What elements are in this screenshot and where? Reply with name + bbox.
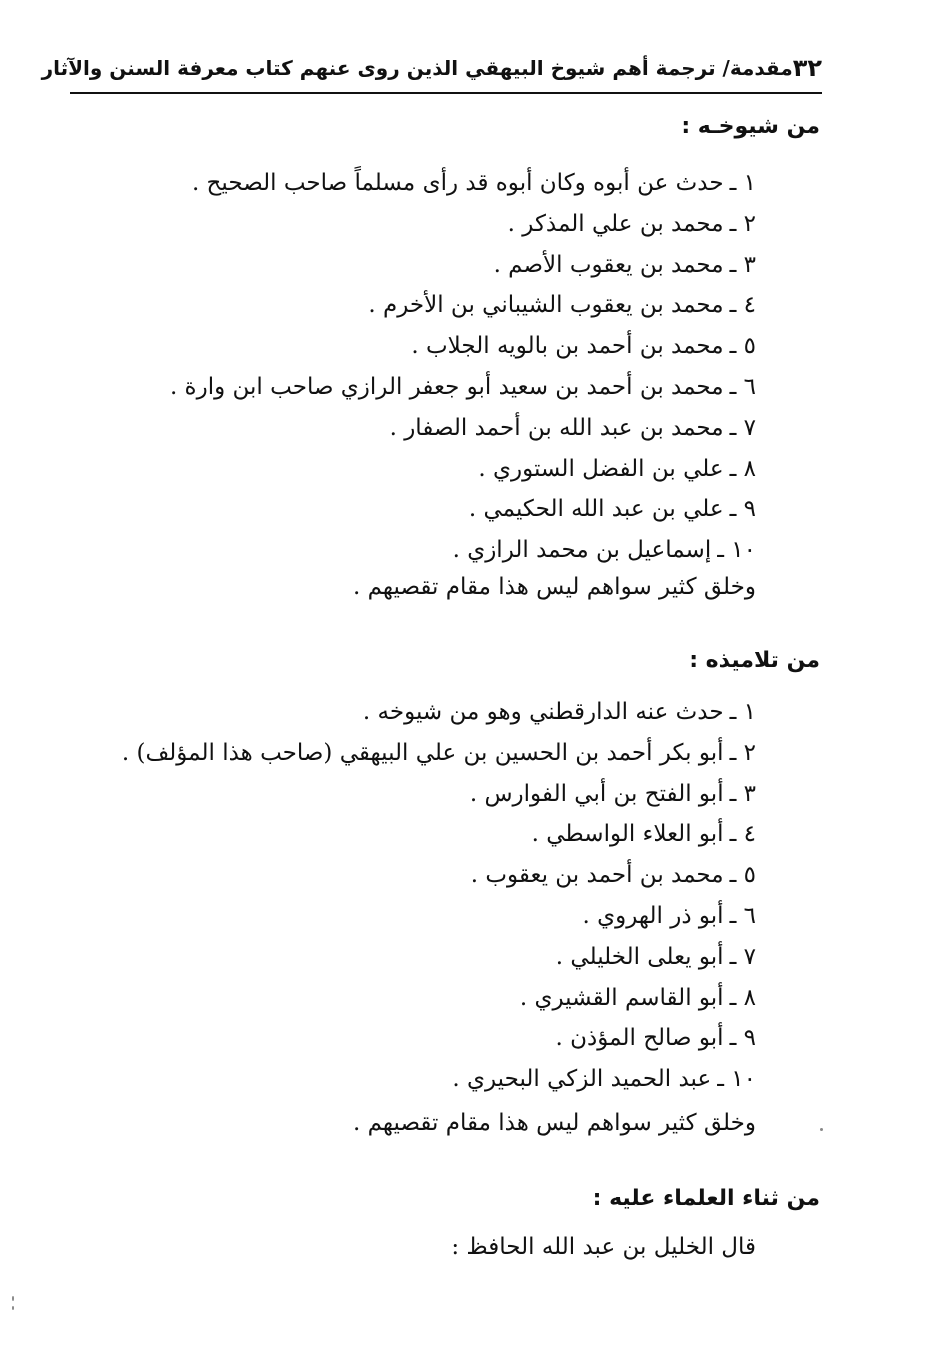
praise-quote-intro: قال الخليل بن عبد الله الحافظ : [451, 1234, 756, 1260]
list-item: ٨ ـعلي بن الفضل الستوري . [478, 455, 756, 482]
list-item: ١ ـحدث عنه الدارقطني وهو من شيوخه . [362, 699, 756, 725]
list-item: ٦ ـمحمد بن أحمد بن سعيد أبو جعفر الرازي صاحب ابن وارة . [169, 373, 756, 400]
list-item: ٤ ـمحمد بن يعقوب الشيباني بن الأخرم . [368, 292, 756, 319]
list-item: ٧ ـأبو يعلى الخليلي . [555, 943, 756, 970]
scan-speck [820, 1128, 823, 1131]
list-item: ٢ ـمحمد بن علي المذكر . [507, 210, 756, 237]
list-item: ٩ ـأبو صالح المؤذن . [555, 1025, 756, 1052]
list-item: ٥ ـمحمد بن أحمد بن بالويه الجلاب . [411, 333, 756, 360]
list-item: ٣ ـأبو الفتح بن أبي الفوارس . [469, 780, 756, 807]
teachers-heading: من شيوخـه : [681, 114, 820, 139]
list-item: ٨ ـأبو القاسم القشيري . [519, 984, 756, 1011]
page-number: ٣٢ [792, 54, 822, 82]
list-item: ١ ـحدث عن أبوه وكان أبوه قد رأى مسلماً صاحب الصحيح . [191, 170, 756, 196]
list-item: ٥ ـمحمد بن أحمد بن يعقوب . [470, 862, 756, 889]
students-closing-line: وخلق كثير سواهم ليس هذا مقام تقصيهم . [352, 1110, 756, 1136]
list-item: ٣ ـمحمد بن يعقوب الأصم . [493, 251, 756, 278]
running-header-title: مقدمة/ ترجمة أهم شيوخ البيهقي الذين روى عنهم كتاب معرفة السنن والآثار [41, 56, 793, 80]
list-item: ١٠ ـإسماعيل بن محمد الرازي . [452, 537, 756, 564]
list-item: ١٠ ـعبد الحميد الزكي البحيري . [452, 1066, 756, 1093]
praise-heading: من ثناء العلماء عليه : [592, 1186, 820, 1211]
header-rule [70, 92, 822, 94]
list-item: ٦ ـأبو ذر الهروي . [582, 902, 756, 929]
students-list [122, 692, 756, 1100]
list-item: ٢ ـأبو بكر أحمد بن الحسين بن علي البيهقي (صاحب هذا المؤلف) . [121, 739, 756, 766]
running-header [41, 50, 822, 86]
scan-speck [12, 1296, 14, 1301]
list-item: ٩ ـعلي بن عبد الله الحكيمي . [468, 496, 756, 523]
students-heading: من تلاميذه : [689, 648, 820, 673]
teachers-closing-line: وخلق كثير سواهم ليس هذا مقام تقصيهم . [352, 574, 756, 600]
list-item: ٤ ـأبو العلاء الواسطي . [531, 821, 756, 848]
list-item: ٧ ـمحمد بن عبد الله بن أحمد الصفار . [389, 414, 756, 441]
scan-speck [12, 1306, 14, 1310]
teachers-list [170, 163, 756, 571]
